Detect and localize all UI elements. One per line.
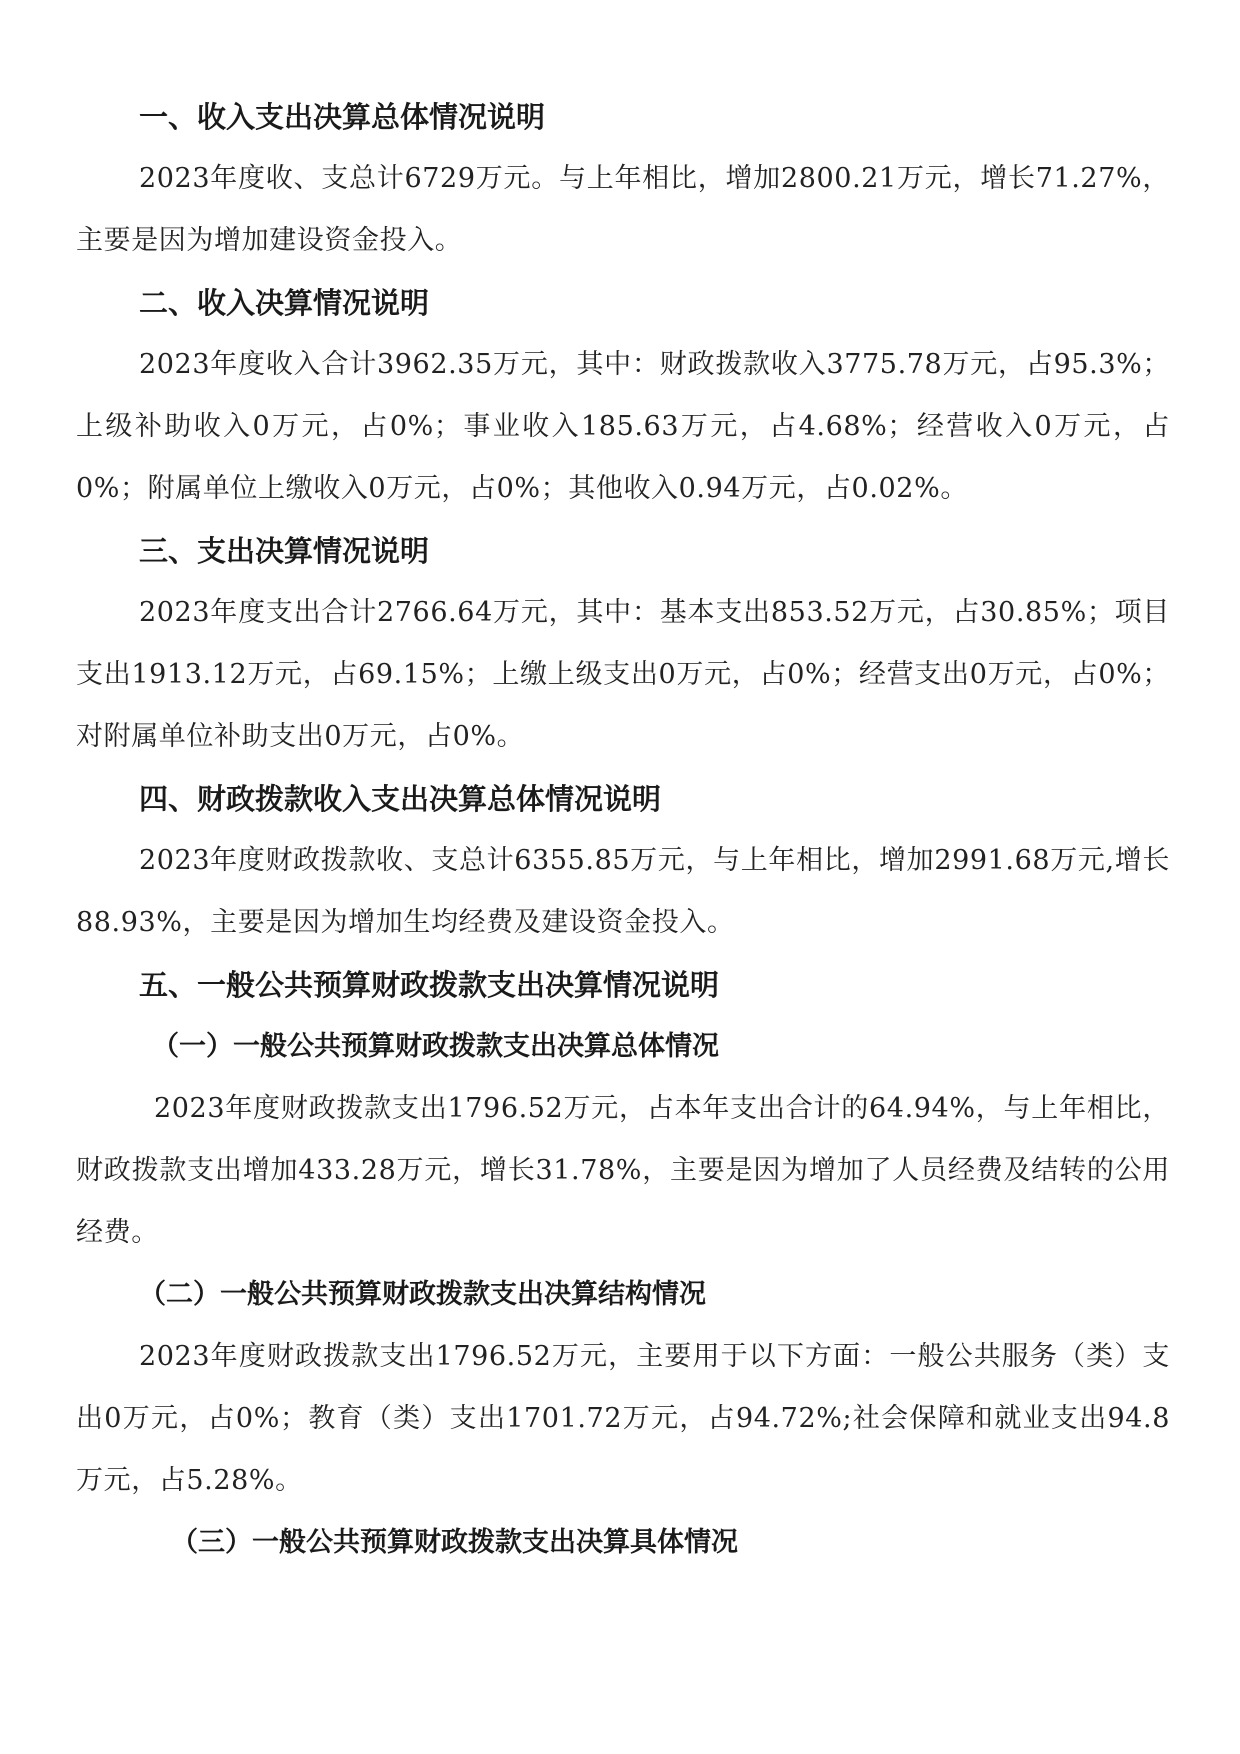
section-4-paragraph: 2023年度财政拨款收、支总计6355.85万元，与上年相比，增加2991.68万元,增长88.93%，主要是因为增加生均经费及建设资金投入。 xyxy=(76,845,1170,938)
document-body xyxy=(76,86,1170,1574)
section-5-1-heading: （一）一般公共预算财政拨款支出决算总体情况 xyxy=(152,1031,719,1062)
section-5-1-paragraph: 2023年度财政拨款支出1796.52万元，占本年支出合计的64.94%，与上年相比，财政拨款支出增加433.28万元，增长31.78%，主要是因为增加了人员经费及结转的公用经费。 xyxy=(76,1093,1170,1248)
section-3-paragraph: 2023年度支出合计2766.64万元，其中：基本支出853.52万元，占30.85%；项目支出1913.12万元，占69.15%；上缴上级支出0万元，占0%；经营支出0万元，占0%；对附属单位补助支出0万元，占0%。 xyxy=(76,597,1170,752)
section-5-3-heading: （三）一般公共预算财政拨款支出决算具体情况 xyxy=(171,1527,738,1558)
section-1-heading: 一、收入支出决算总体情况说明 xyxy=(139,100,546,134)
section-2-paragraph: 2023年度收入合计3962.35万元，其中：财政拨款收入3775.78万元，占95.3%；上级补助收入0万元，占0%；事业收入185.63万元，占4.68%；经营收入0万元，占0%；附属单位上缴收入0万元，占0%；其他收入0.94万元，占0.02%。 xyxy=(76,349,1170,504)
section-4-heading: 四、财政拨款收入支出决算总体情况说明 xyxy=(139,782,662,816)
section-5-2-paragraph: 2023年度财政拨款支出1796.52万元，主要用于以下方面：一般公共服务（类）支出0万元，占0%；教育（类）支出1701.72万元，占94.72%;社会保障和就业支出94.8万元，占5.28%。 xyxy=(76,1341,1170,1496)
section-1-paragraph: 2023年度收、支总计6729万元。与上年相比，增加2800.21万元，增长71.27%，主要是因为增加建设资金投入。 xyxy=(76,163,1170,256)
section-2-heading: 二、收入决算情况说明 xyxy=(139,286,430,320)
section-5-2-heading: （二）一般公共预算财政拨款支出决算结构情况 xyxy=(139,1279,706,1310)
section-5-heading: 五、一般公共预算财政拨款支出决算情况说明 xyxy=(139,968,720,1002)
section-3-heading: 三、支出决算情况说明 xyxy=(139,534,430,568)
